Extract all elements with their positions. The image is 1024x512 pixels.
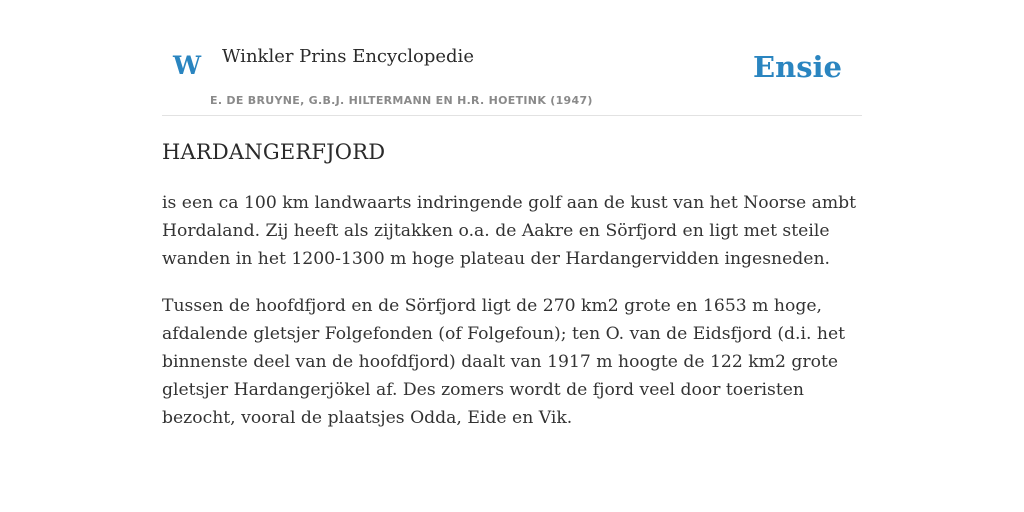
article-paragraph: Tussen de hoofdfjord en de Sörfjord ligt de 270 km2 grote en 1653 m hoge, afdalende gletsjer Folgefonden (of Folgefoun); ten O. van de Eidsfjord (d.i. het binnenste deel van de hoofdfjord) daalt van 1917 m hoogte de 122 km2 grote gletsjer Hardangerjökel af. Des zomers wordt de fjord veel door toeristen bezocht, vooral de plaatsjes Odda, Eide en Vik. — [162, 296, 846, 429]
source-header — [162, 0, 862, 116]
article — [162, 138, 862, 432]
source-title[interactable]: Winkler Prins Encyclopedie — [222, 46, 474, 67]
ensie-logo-link[interactable]: Ensie — [753, 50, 842, 84]
source-logo-icon[interactable]: W — [173, 51, 202, 80]
source-authors: E. DE BRUYNE, G.B.J. HILTERMANN EN H.R. HOETINK (1947) — [210, 94, 593, 107]
article-title: HARDANGERFJORD — [162, 140, 386, 164]
article-paragraph: is een ca 100 km landwaarts indringende golf aan de kust van het Noorse ambt Hordaland. Zij heeft als zijtakken o.a. de Aakre en Sörfjord en ligt met steile wanden in het 1200-1300 m hoge plateau der Hardangervidden ingesneden. — [162, 193, 857, 270]
